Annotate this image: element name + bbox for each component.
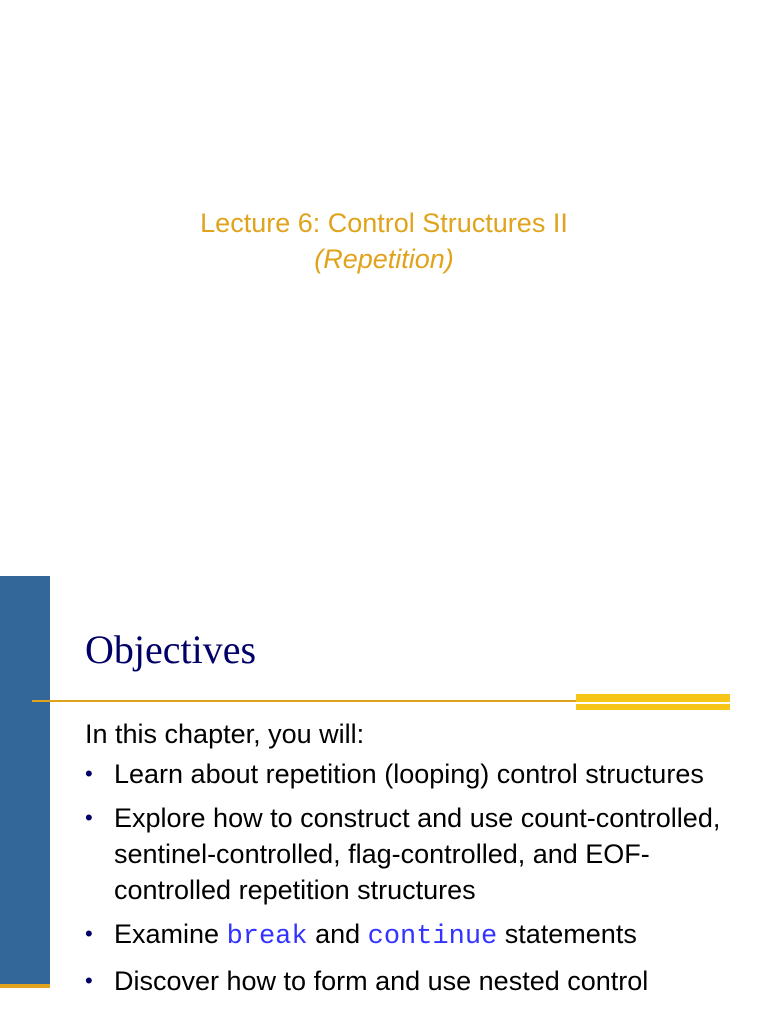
list-item-text: Learn about repetition (looping) control structures	[114, 759, 704, 789]
side-bar-accent	[0, 984, 50, 988]
list-item-text: Explore how to construct and use count-controlled, sentinel-controlled, flag-controlled, and EOF-controlled repetition structures	[114, 803, 721, 905]
heading-rule-accent-top	[576, 694, 730, 702]
list-item-text-post: statements	[497, 919, 637, 949]
bullet-icon: •	[85, 761, 93, 786]
heading-rule-accent-bottom	[576, 704, 730, 710]
list-item-text-pre: Examine	[114, 919, 227, 949]
bullet-icon: •	[85, 921, 93, 946]
list-item	[85, 963, 735, 999]
list-item	[85, 916, 735, 955]
bullet-icon: •	[85, 805, 93, 830]
lecture-subtitle: (Repetition)	[314, 244, 454, 274]
list-item-text: Discover how to form and use nested control	[114, 966, 649, 996]
lecture-title: Lecture 6: Control Structures II	[200, 208, 568, 238]
objectives-slide	[0, 576, 768, 1024]
code-keyword-break: break	[226, 922, 308, 952]
code-keyword-continue: continue	[367, 922, 498, 952]
slide-heading: Objectives	[85, 627, 257, 672]
slide-side-bar	[0, 576, 50, 986]
list-item	[85, 756, 735, 792]
list-item	[85, 800, 735, 908]
list-item-text-mid: and	[307, 919, 368, 949]
intro-text: In this chapter, you will:	[85, 719, 365, 749]
slide-body	[85, 716, 735, 1007]
objectives-list	[85, 756, 735, 999]
bullet-icon: •	[85, 968, 93, 993]
